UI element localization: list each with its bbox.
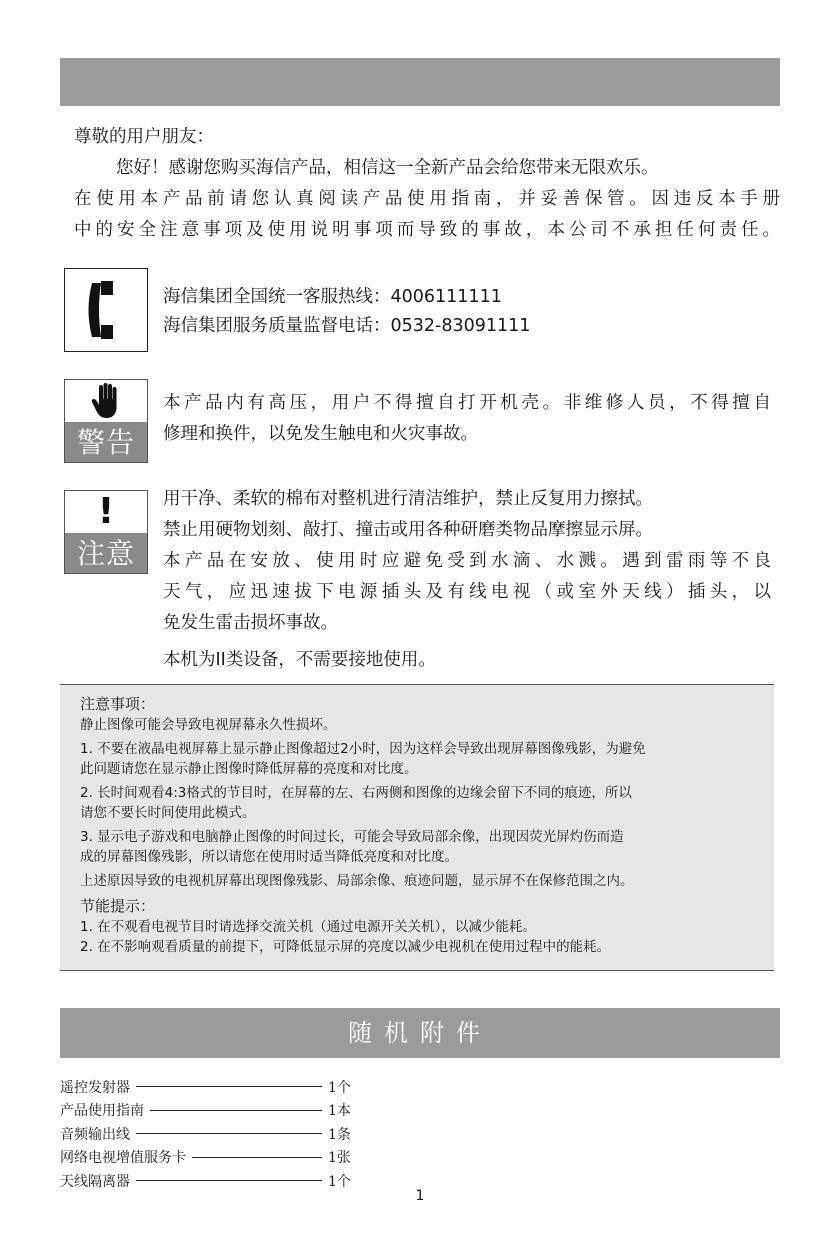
leader-line	[136, 1180, 322, 1181]
hotline-text: 海信集团全国统一客服热线：4006111111	[163, 287, 502, 307]
notes-panel	[60, 684, 774, 971]
list-item	[60, 1075, 360, 1099]
leader-line	[136, 1133, 322, 1134]
header-bar	[60, 58, 780, 106]
list-item	[60, 1099, 360, 1123]
energy-title: 节能提示：	[80, 897, 156, 915]
accessory-name: 网络电视增值服务卡	[60, 1150, 186, 1167]
warning-line-1: 本产品内有高压，用户不得擅自打开机壳。非维修人员，不得擅自	[163, 393, 771, 413]
accessory-name: 遥控发射器	[60, 1079, 130, 1096]
warning-label: 警告	[65, 422, 147, 463]
list-item	[60, 1122, 360, 1146]
caution-text	[163, 484, 771, 639]
intro-line-1: 您好！感谢您购买海信产品，相信这一全新产品会给您带来无限欢乐。	[116, 158, 659, 178]
leader-line	[192, 1157, 322, 1158]
accessory-qty: 1张	[328, 1150, 351, 1167]
notes-item-1b: 此问题请您在显示静止图像时降低屏幕的亮度和对比度。	[80, 761, 418, 777]
accessory-name: 产品使用指南	[60, 1103, 144, 1120]
caution-line-2: 禁止用硬物划刻、敲打、撞击或用各种研磨类物品摩擦显示屏。	[163, 520, 653, 540]
caution-line-3: 本产品在安放、使用时应避免受到水滴、水溅。遇到雷雨等不良	[163, 551, 771, 571]
caution-label: 注意	[65, 533, 147, 574]
notes-item-3a: 3. 显示电子游戏和电脑静止图像的时间过长，可能会导致局部余像，出现因荧光屏灼伤而造	[80, 829, 624, 845]
accessory-qty: 1本	[328, 1103, 351, 1120]
grounding-note: 本机为II类设备，不需要接地使用。	[163, 650, 436, 670]
caution-line-4: 天气，应迅速拔下电源插头及有线电视（或室外天线）插头，以	[163, 582, 771, 602]
intro-line-2: 在使用本产品前请您认真阅读产品使用指南，并妥善保管。因违反本手册	[74, 189, 780, 209]
notes-item-2b: 请您不要长时间使用此模式。	[80, 805, 256, 821]
notes-title: 注意事项：	[80, 695, 156, 713]
accessories-title: 随机附件	[60, 1008, 780, 1058]
accessory-qty: 1个	[328, 1079, 351, 1096]
page-number: 1	[415, 1188, 425, 1204]
hand-stop-icon	[91, 383, 121, 419]
telephone-icon	[64, 268, 148, 352]
notes-static-image: 静止图像可能会导致电视屏幕永久性损坏。	[80, 717, 337, 733]
accessory-qty: 1条	[328, 1126, 351, 1143]
greeting: 尊敬的用户朋友：	[74, 127, 214, 147]
leader-line	[136, 1086, 322, 1087]
warning-badge	[64, 379, 148, 463]
intro-line-3: 中的安全注意事项及使用说明事项而导致的事故，本公司不承担任何责任。	[74, 220, 780, 240]
notes-item-1a: 1. 不要在液晶电视屏幕上显示静止图像超过2小时，因为这样会导致出现屏幕图像残影，为避免	[80, 741, 646, 757]
accessory-name: 音频输出线	[60, 1126, 130, 1143]
list-item	[60, 1146, 360, 1170]
notes-item-2a: 2. 长时间观看4:3格式的节目时，在屏幕的左、右两侧和图像的边缘会留下不同的痕迹，所以	[80, 785, 632, 801]
accessories-list	[60, 1075, 360, 1193]
quality-line-text: 海信集团服务质量监督电话：0532-83091111	[163, 316, 531, 336]
intro-section	[74, 122, 780, 246]
accessory-qty: 1个	[328, 1173, 351, 1190]
notes-item-3b: 成的屏幕图像残影，所以请您在使用时适当降低亮度和对比度。	[80, 849, 458, 865]
warning-text	[163, 388, 771, 450]
accessory-name: 天线隔离器	[60, 1173, 130, 1190]
exclamation-icon: !	[97, 491, 115, 532]
warning-line-2: 修理和换件，以免发生触电和火灾事故。	[163, 424, 478, 444]
contact-info	[163, 283, 530, 341]
notes-summary: 上述原因导致的电视机屏幕出现图像残影、局部余像、痕迹问题，显示屏不在保修范围之内。	[80, 873, 634, 889]
caution-badge	[64, 490, 148, 574]
leader-line	[150, 1110, 322, 1111]
energy-tip-1: 1. 在不观看电视节目时请选择交流关机（通过电源开关关机），以减少能耗。	[80, 919, 536, 935]
caution-line-1: 用干净、柔软的棉布对整机进行清洁维护，禁止反复用力擦拭。	[163, 489, 653, 509]
energy-tip-2: 2. 在不影响观看质量的前提下，可降低显示屏的亮度以减少电视机在使用过程中的能耗。	[80, 939, 611, 955]
caution-line-5: 免发生雷击损坏事故。	[163, 613, 338, 633]
